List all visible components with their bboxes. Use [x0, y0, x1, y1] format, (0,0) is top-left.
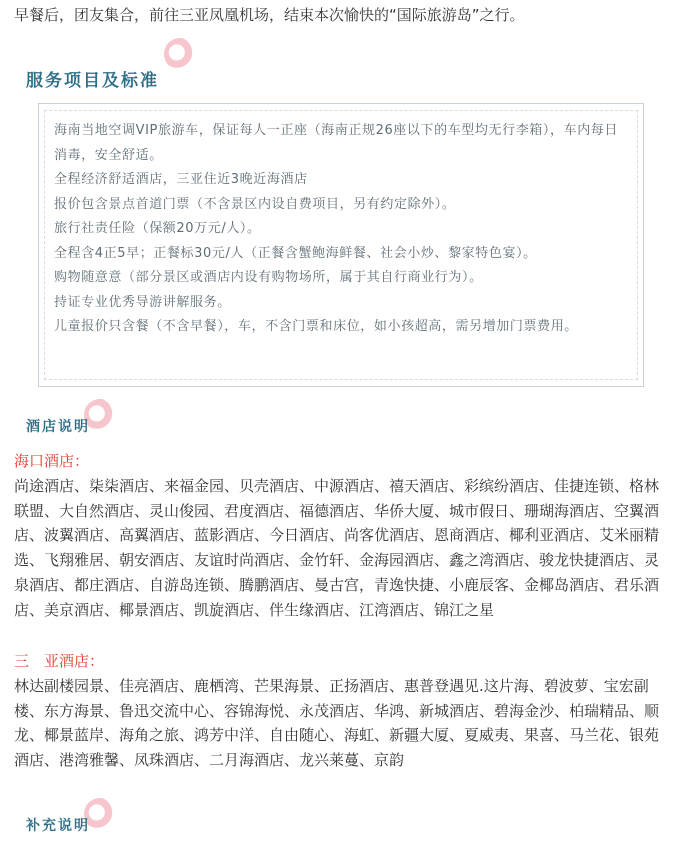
pink-circle-decoration: [164, 38, 196, 70]
intro-paragraph: 早餐后，团友集合，前往三亚凤凰机场，结束本次愉快的“国际旅游岛”之行。: [14, 6, 525, 24]
sanya-hotels-label: 三 亚酒店：: [14, 652, 105, 670]
supplement-section-title: 补充说明: [26, 818, 90, 834]
service-item: 报价包含景点首道门票（不含景区内设自费项目，另有约定除外）。: [54, 196, 456, 212]
service-item: 全程含4正5早；正餐标30元/人（正餐含蟹鲍海鲜餐、社会小炒、黎家特色宴）。: [54, 245, 537, 261]
service-item: 海南当地空调VIP旅游车，保证每人一正座（海南正规26座以下的车型均无行李箱），车内每日消毒，安全舒适。: [54, 123, 619, 163]
haikou-hotels-label: 海口酒店：: [14, 452, 90, 470]
hotel-section-title: 酒店说明: [26, 419, 90, 435]
services-list: [54, 119, 626, 340]
sanya-hotels-list: 林达副楼园景、佳亮酒店、鹿栖湾、芒果海景、正扬酒店、惠普登遇见.这片海、碧波萝、宝宏副楼、东方海景、鲁迅交流中心、容锦海悦、永茂酒店、华鸿、新城酒店、碧海金沙、柏瑞精品、顺龙、椰景蓝岸、海角之旅、鸿芳中洋、自由随心、海虹、新疆大厦、夏威夷、果喜、马兰花、银苑酒店、港湾雅馨、凤珠酒店、二月海酒店、龙兴莱蔓、京韵: [14, 677, 660, 770]
services-section-title: 服务项目及标准: [26, 71, 159, 91]
service-item: 持证专业优秀导游讲解服务。: [54, 294, 231, 310]
service-item: 购物随意意（部分景区或酒店内设有购物场所，属于其自行商业行为）。: [54, 270, 483, 285]
service-item: 旅行社责任险（保额20万元/人）。: [54, 221, 261, 236]
haikou-hotels-list: 尚途酒店、柒柒酒店、来福金园、贝壳酒店、中源酒店、禧天酒店、彩缤纷酒店、佳捷连锁、格林联盟、大自然酒店、灵山俊园、君度酒店、福德酒店、华侨大厦、城市假日、珊瑚海酒店、空翼酒店、波翼酒店、高翼酒店、蓝影酒店、今日酒店、尚客优酒店、恩商酒店、椰利亚酒店、艾米丽精选、飞翔雅居、朝安酒店、友谊时尚酒店、金竹轩、金海园酒店、鑫之湾酒店、骏龙快捷酒店、灵泉酒店、都庄酒店、自游岛连锁、腾鹏酒店、曼古宫，青逸快捷、小鹿辰客、金椰岛酒店、君乐酒店、美京酒店、椰景酒店、凯旋酒店、伴生缘酒店、江湾酒店、锦江之星: [14, 477, 660, 619]
service-item: 全程经济舒适酒店，三亚住近3晚近海酒店: [54, 172, 308, 187]
service-item: 儿童报价只含餐（不含早餐），车，不含门票和床位，如小孩超高，需另增加门票费用。: [54, 319, 578, 334]
